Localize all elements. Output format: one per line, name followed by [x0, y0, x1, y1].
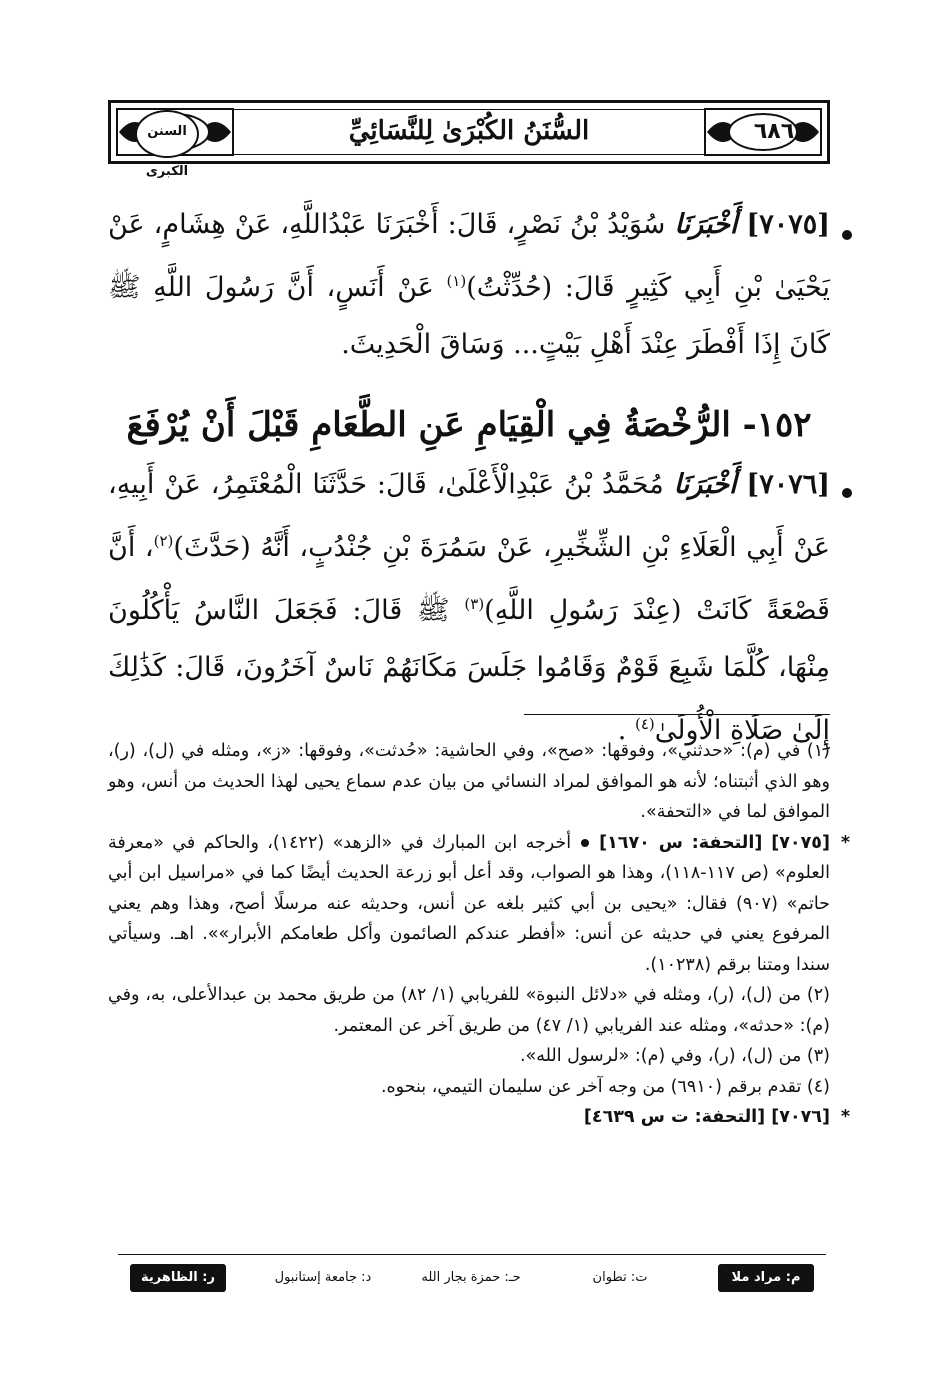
star-icon: * — [840, 1107, 850, 1127]
footer-separator — [118, 1254, 826, 1255]
bullet-icon — [581, 839, 589, 847]
tuhfa-label: [٧٠٧٥] [التحفة: س ١٦٧٠] — [599, 832, 830, 853]
footnotes — [108, 736, 850, 1133]
tuhfa-label: [٧٠٧٦] [التحفة: ت س ٤٦٣٩] — [583, 1107, 830, 1127]
star-icon: * — [840, 832, 850, 853]
takhrij-text: أخرجه ابن المبارك في «الزهد» (١٤٢٢)، والحاكم في «معرفة العلوم» (ص ١١٧-١١٨)، وهذا هو الصواب، وقد أعل أبو زرعة الحديث أيضًا كما في «مراسيل ابن أبي حاتم» (٩٠٧) فقال: «يحيى بن أبي كثير بلغه عن أنس، وحديثه عنه مرسلًا أصح، وهذا وهم يعني المرفوع يعني في حديثه عن أنس: «أفطر عندكم الصائمون وأكل طعامكم الأبرار»». اهـ. وسيأتي سندا ومتنا برقم (١٠٢٣٨). — [108, 832, 830, 975]
hadith-text: عَنْ أَنَسٍ، أَنَّ رَسُولَ اللَّهِ ﷺ كَانَ إِذَا أَفْطَرَ عِنْدَ أَهْلِ بَيْتٍ... وَسَاقَ الْحَدِيثَ. — [108, 272, 830, 360]
hadith-number: [٧٠٧٥] — [746, 209, 830, 240]
hadith-ikhbar: أَخْبَرَنَا — [674, 209, 738, 240]
hadith-text: مُحَمَّدُ بْنُ عَبْدِالْأَعْلَىٰ، قَالَ: حَدَّثَنَا الْمُعْتَمِرُ، عَنْ أَبِيهِ، عَنْ أَبِي الْعَلَاءِ بْنِ الشِّخِّيرِ، عَنْ سَمُرَةَ بْنِ جُنْدُبٍ، أَنَّهُ (حَدَّثَ) — [108, 469, 830, 563]
manuscript-sigla — [118, 1264, 820, 1294]
footnote-2: (٢) من (ل)، (ر)، ومثله في «دلائل النبوة» للفريابي (١/ ٨٢) من طريق محمد بن عبدالأعلى، به، وفي (م): «حدثه»، ومثله عند الفريابي (١/ ٤٧) من طريق آخر عن المعتمر. — [108, 985, 830, 1036]
siglum-r: ر: الظاهرية — [130, 1264, 226, 1292]
hadith-text: ، أَنَّ قَصْعَةً كَانَتْ (عِنْدَ رَسُولِ اللَّهِ) — [108, 532, 830, 626]
hadith-text: ﷺ قَالَ: فَجَعَلَ النَّاسُ يَأْكُلُونَ مِنْهَا، كُلَّمَا شَبِعَ قَوْمٌ وَقَامُوا جَلَسَ مَكَانَهُمْ نَاسٌ آخَرُونَ، قَالَ: كَذَٰلِكَ إِلَىٰ صَلَاةِ الْأُولَىٰ — [108, 595, 830, 746]
footnote-ref[interactable]: (١) — [446, 272, 467, 290]
footnote-ref[interactable]: (٤) — [634, 715, 655, 733]
chapter-heading: ١٥٢- الرُّخْصَةُ فِي الْقِيَامِ عَنِ الطَّعَامِ قَبْلَ أَنْ يُرْفَعَ — [126, 405, 812, 445]
hadith-7075 — [108, 196, 830, 373]
siglum-m: م: مراد ملا — [718, 1264, 814, 1292]
hadith-text: سُوَيْدُ بْنُ نَصْرٍ، قَالَ: أَخْبَرَنَا عَبْدُاللَّهِ، عَنْ هِشَامٍ، عَنْ يَحْيَىٰ بْنِ أَبِي كَثِيرٍ قَالَ: (حُدِّثْتُ) — [108, 209, 830, 303]
footnote-3: (٣) من (ل)، (ر)، وفي (م): «لرسول الله». — [519, 1046, 830, 1066]
siglum-h: حـ: حمزة بجار الله — [421, 1270, 521, 1285]
takhrij-7075 — [108, 828, 850, 981]
hadith-number: [٧٠٧٦] — [746, 469, 830, 500]
footnote-1: (١) في (م): «حدثني»، وفوقها: «صح»، وفي الحاشية: «حُدثت»، وفوقها: «ز»، ومثله في (ل)، (ر)، وهو الذي أثبتناه؛ لأنه هو الموافق لمراد النسائي من بيان عدم سماع يحيى لهذا الحديث من أنس، وهو الموافق لما في «التحفة». — [108, 741, 830, 822]
takhrij-7076 — [108, 1102, 850, 1133]
footnote-ref[interactable]: (٢) — [153, 532, 174, 550]
page-number: ٦٨٦ — [753, 119, 795, 144]
hadith-bullet-icon — [842, 488, 852, 498]
hadith-bullet-icon — [842, 230, 852, 240]
book-emblem: السنن الكبرى — [135, 110, 199, 158]
page-header — [108, 100, 830, 179]
footnote-4: (٤) تقدم برقم (٦٩١٠) من وجه آخر عن سليمان التيمي، بنحوه. — [380, 1076, 830, 1097]
footnote-ref[interactable]: (٣) — [464, 595, 485, 613]
hadith-ikhbar: أَخْبَرَنَا — [673, 469, 737, 500]
footnote-separator — [524, 714, 830, 715]
hadith-text: . — [617, 715, 627, 746]
siglum-d: د: جامعة إستانبول — [274, 1270, 372, 1285]
siglum-t: ت: تطوان — [592, 1270, 648, 1285]
book-title: السُّنَنُ الكُبْرَىٰ لِلنَّسَائِيِّ — [348, 116, 590, 146]
